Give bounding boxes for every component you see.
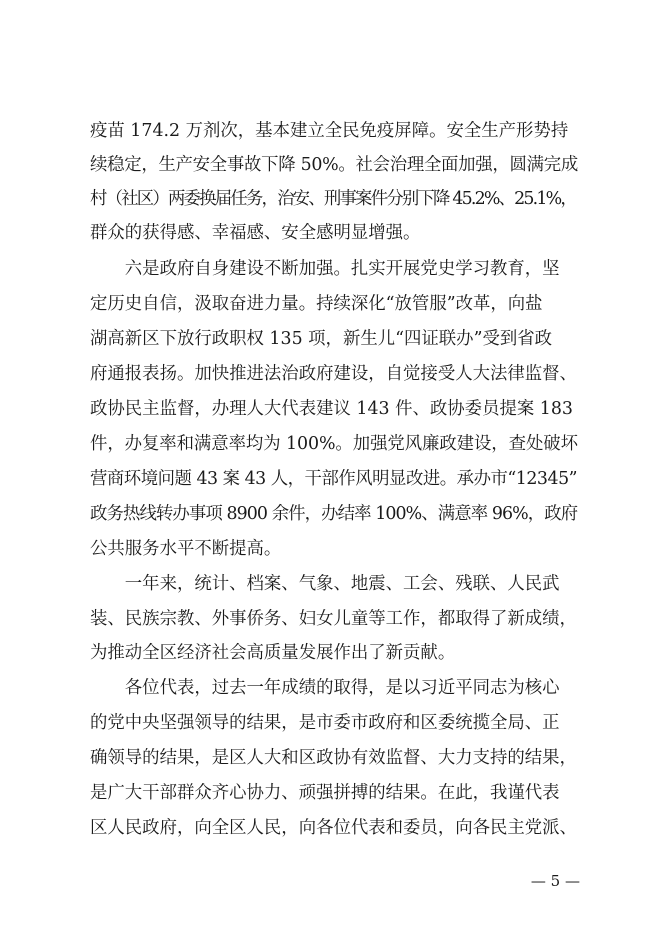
text-line: 的党中央坚强领导的结果，是市委市政府和区委统揽全局、正 [90, 713, 560, 733]
text-line: 村（社区）两委换届任务，治安、刑事案件分别下降 45.2%、25.1%， [90, 189, 576, 209]
text-line: 装、民族宗教、外事侨务、妇女儿童等工作，都取得了新成绩， [90, 609, 577, 629]
text-line: 件，办复率和满意率均为 100%。加强党风廉政建设，查处破坏 [90, 434, 578, 454]
text-line: 群众的获得感、幸福感、安全感明显增强。 [90, 223, 421, 243]
text-line: 湖高新区下放行政职权 135 项，新生儿“四证联办”受到省政 [90, 329, 553, 349]
text-line: 定历史自信，汲取奋进力量。持续深化“放管服”改革，向盐 [90, 294, 543, 314]
text-line: 疫苗 174.2 万剂次，基本建立全民免疫屏障。安全生产形势持 [90, 121, 569, 141]
text-line: 是广大干部群众齐心协力、顽强拼搏的结果。在此，我谨代表 [90, 783, 560, 803]
text-line: 为推动全区经济社会高质量发展作出了新贡献。 [90, 643, 456, 663]
text-line: 六是政府自身建设不断加强。扎实开展党史学习教育，坚 [90, 259, 560, 279]
text-line: 公共服务水平不断提高。 [90, 539, 282, 559]
text-line: 政协民主监督，办理人大代表建议 143 件、政协委员提案 183 [90, 399, 573, 419]
text-line: 确领导的结果，是区人大和区政协有效监督、大力支持的结果， [90, 748, 577, 768]
text-line: 续稳定，生产安全事故下降 50%。社会治理全面加强，圆满完成 [90, 155, 578, 175]
text-line: 政务热线转办事项 8900 余件，办结率 100%、满意率 96%，政府 [90, 504, 578, 524]
text-line: 营商环境问题 43 案 43 人，干部作风明显改进。承办市“12345” [90, 469, 578, 489]
text-line: 各位代表，过去一年成绩的取得，是以习近平同志为核心 [90, 678, 560, 698]
text-line: 区人民政府，向全区人民，向各位代表和委员，向各民主党派、 [90, 818, 577, 838]
text-line: 府通报表扬。加快推进法治政府建设，自觉接受人大法律监督、 [90, 364, 577, 384]
page-number: — 5 — [530, 872, 580, 890]
text-line: 一年来，统计、档案、气象、地震、工会、残联、人民武 [90, 574, 560, 594]
